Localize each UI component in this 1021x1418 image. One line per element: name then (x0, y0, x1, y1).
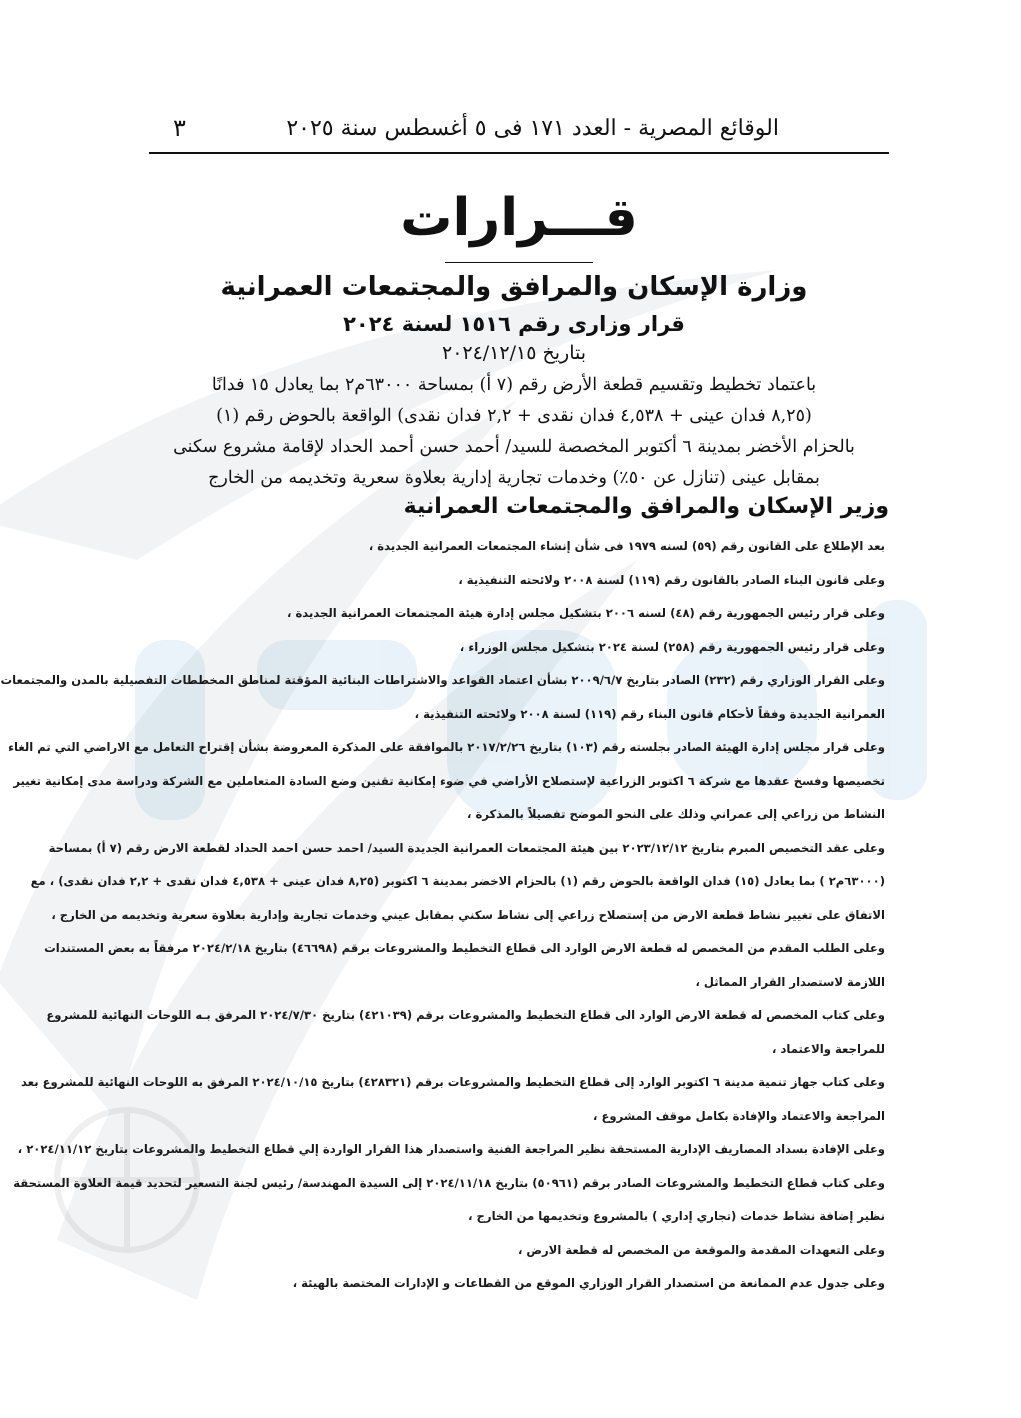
preamble-line: المراجعة والاعتماد والإفادة بكامل موقف المشروع ، (593, 1108, 885, 1123)
running-title: الوقائع المصرية - العدد ١٧١ فى ٥ أغسطس سنة ٢٠٢٥ (286, 116, 779, 141)
decree-subject (147, 370, 881, 494)
preamble-paragraph (13, 1167, 885, 1234)
preamble-paragraph (8, 731, 885, 832)
preamble-line: وعلى كتاب جهاز تنمية مدينة ٦ اكتوبر الوارد إلى قطاع التخطيط والمشروعات برقم (٤٢٨٣٢١) بتاريخ ٢٠٢٤/١٠/١٥ المرفق به اللوحات النهائية للمشروع بعد (20, 1075, 885, 1089)
subject-line: باعتماد تخطيط وتقسيم قطعة الأرض رقم (٧ أ) بمساحة ٦٣٠٠٠م٢ بما يعادل ١٥ فدانًا (211, 375, 817, 395)
preamble-paragraph (17, 1133, 885, 1167)
ministry-name: وزارة الإسكان والمرافق والمجتمعات العمرانية (220, 272, 808, 302)
preamble-line: بعد الإطلاع على القانون رقم (٥٩) لسنه ١٩٧٩ فى شأن إنشاء المجتمعات العمرانية الجديدة ، (368, 539, 885, 553)
preamble-paragraph (0, 664, 885, 731)
decree-date: بتاريخ ٢٠٢٤/١٢/١٥ (441, 342, 587, 364)
preamble-line: للمراجعة والاعتماد ، (772, 1041, 885, 1056)
preamble-line: النشاط من زراعي إلى عمراني وذلك على النحو الموضح تفصيلاً بالمذكرة ، (467, 807, 885, 821)
preamble-paragraph (157, 1267, 885, 1301)
preamble-line: وعلى قرار رئيس الجمهورية رقم (٤٨) لسنه ٢٠٠٦ بتشكيل مجلس إدارة هيئة المجتمعات العمرانية الجديدة ، (287, 606, 885, 620)
preamble-line: وعلى التعهدات المقدمة والموقعة من المخصص له قطعة الارض ، (517, 1242, 885, 1257)
preamble-paragraph (30, 832, 885, 933)
preamble-paragraph (157, 564, 885, 598)
preamble-paragraph (157, 631, 885, 665)
preamble-line: وعلى كتاب قطاع التخطيط والمشروعات الصادر برقم (٥٠٩٦١) بتاريخ ٢٠٢٤/١١/١٨ إلى السيدة المهندسة/ رئيس لجنة التسعير لتحديد قيمة العلاوة المستحقة (13, 1175, 885, 1190)
preamble-line: وعلى الطلب المقدم من المخصص له قطعة الارض الوارد الى قطاع التخطيط والمشروعات برقم (٤٦٦٩٨) بتاريخ ٢٠٢٤/٢/١٨ مرفقاً به بعض المستندات (44, 941, 885, 955)
section-heading: قـــرارات (400, 188, 638, 248)
subject-line: بمقابل عينى (تنازل عن ٥٠٪) وخدمات تجارية إدارية بعلاوة سعرية وتخديمه من الخارج (208, 468, 820, 488)
preamble-line: وعلى الإفادة بسداد المصاريف الإدارية المستحقة نظير المراجعة الفنية واستصدار هذا القرار الواردة إلي قطاع التخطيط والمشروعات بتاريخ ٢٠٢٤/١١/١٢ ، (17, 1142, 885, 1156)
preamble-paragraph (20, 1066, 885, 1133)
preamble-line: الاتفاق على تغيير نشاط قطعة الارض من إستصلاح زراعي إلى نشاط سكني بمقابل عيني وخدمات تجارية وإدارية بعلاوة سعرية وتخديمه من الخارج ، (51, 907, 885, 922)
page-header (149, 112, 889, 154)
decree-title: قرار وزارى رقم ١٥١٦ لسنة ٢٠٢٤ (343, 312, 685, 336)
preamble-line: وعلى قرار رئيس الجمهورية رقم (٢٥٨) لسنة ٢٠٢٤ بتشكيل مجلس الوزراء ، (459, 639, 885, 654)
subject-line: (٨,٢٥ فدان عينى + ٤,٥٣٨ فدان نقدى + ٢,٢ فدان نقدى) الواقعة بالحوض رقم (١) (216, 406, 812, 426)
preamble-line: نظير إضافة نشاط خدمات (تجاري إداري ) بالمشروع وتخديمها من الخارج ، (468, 1209, 885, 1223)
preamble-line: وعلى قرار مجلس إدارة الهيئة الصادر بجلسته رقم (١٠٣) بتاريخ ٢٠١٧/٢/٢٦ بالموافقة على المذكرة المعروضة بشأن إقتراح التعامل مع الاراضي التي تم الغاء (8, 740, 885, 754)
preamble-paragraph (157, 530, 885, 564)
preamble-line: وعلى جدول عدم الممانعة من استصدار القرار الوزاري الموقع من القطاعات و الإدارات المختصة بالهيئة ، (292, 1276, 885, 1290)
preamble-line: (٦٣٠٠٠م٢ ) بما يعادل (١٥) فدان الواقعة بالحوض رقم (١) بالحزام الاخضر بمدينة ٦ اكتوبر (٨,٢٥ فدان عينى + ٤,٥٣٨ فدان نقدى + ٢,٢ فدان نقدى) ، مع (30, 874, 885, 888)
preamble-line: اللازمة لاستصدار القرار المماثل ، (695, 974, 885, 989)
preamble-paragraph (46, 999, 885, 1066)
preamble-paragraph (157, 597, 885, 631)
preamble-line: وعلى قانون البناء الصادر بالقانون رقم (١١٩) لسنة ٢٠٠٨ ولائحته التنفيذية ، (458, 572, 885, 587)
preamble-text (0, 530, 885, 1301)
preamble-line: تخصيصها وفسخ عقدها مع شركة ٦ اكتوبر الزراعية لإستصلاح الأراضي في ضوء إمكانية تقنين وضع السادة المتعاملين مع الشركة ودراسة مدى إمكانية تغيير (13, 773, 885, 788)
preamble-line: وعلى كتاب المخصص له قطعة الارض الوارد الى قطاع التخطيط والمشروعات برقم (٤٢١٠٣٩) بتاريخ ٢٠٢٤/٧/٣٠ المرفق بـه اللوحات النهائية للمشروع (46, 1008, 885, 1022)
preamble-paragraph (157, 1234, 885, 1268)
subject-line: بالحزام الأخضر بمدينة ٦ أكتوبر المخصصة للسيد/ أحمد حسن أحمد الحداد لإقامة مشروع سكنى (173, 437, 855, 457)
preamble-line: وعلى عقد التخصيص المبرم بتاريخ ٢٠٢٣/١٢/١٢ بين هيئة المجتمعات العمرانية الجديدة السيد/ احمد حسن احمد الحداد لقطعة الارض رقم (٧ أ) بمساحة (48, 840, 885, 855)
preamble-line: العمرانية الجديدة وفقاً لأحكام قانون البناء رقم (١١٩) لسنة ٢٠٠٨ ولائحته التنفيذية ، (414, 706, 885, 721)
issuer-title: وزير الإسكان والمرافق والمجتمعات العمرانية (403, 494, 889, 519)
page-number: ٣ (173, 114, 186, 142)
heading-rule (445, 262, 593, 263)
preamble-line: وعلى القرار الوزاري رقم (٢٣٢) الصادر بتاريخ ٢٠٠٩/٦/٧ بشأن اعتماد القواعد والاشتراطات البنائية المؤقتة لمناطق المخططات التفصيلية بالمدن والمجتمعات (0, 673, 885, 687)
preamble-paragraph (44, 932, 885, 999)
